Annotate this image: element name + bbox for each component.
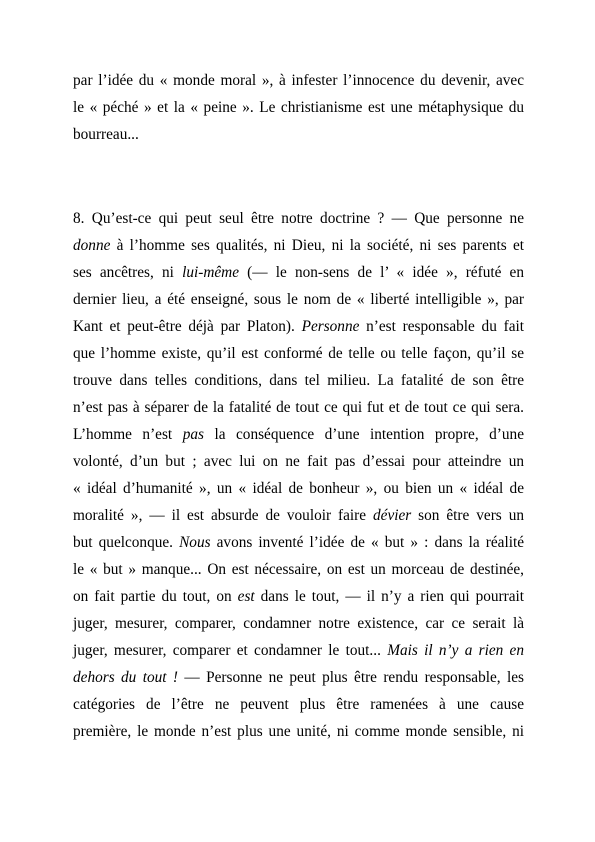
paragraph-1 <box>73 67 524 148</box>
italic-text: Mais il n’y a rien en <box>387 642 524 659</box>
text-line <box>73 718 524 745</box>
text-line <box>73 556 524 583</box>
italic-text: Nous <box>179 534 211 551</box>
text-line <box>73 421 524 448</box>
italic-text: dehors du tout ! <box>73 669 179 686</box>
text-segment: (— le non-sens de l’ « idée », réfuté en <box>239 264 524 281</box>
text-segment: son être vers un <box>411 507 524 524</box>
italic-text: donne <box>73 237 111 254</box>
italic-text: est <box>237 588 255 605</box>
text-segment: ses ancêtres, ni <box>73 264 183 281</box>
text-segment: bourreau... <box>73 126 139 143</box>
text-segment: — Personne ne peut plus être rendu responsable, les <box>178 669 524 686</box>
text-line <box>73 313 524 340</box>
text-line <box>73 637 524 664</box>
text-segment: première, le monde n’est plus une unité, ni comme monde sensible, ni <box>73 723 524 740</box>
text-segment: trouve dans telles conditions, dans tel milieu. La fatalité de son être <box>73 372 524 389</box>
text-line <box>73 286 524 313</box>
text-line <box>73 583 524 610</box>
text-segment: à l’homme ses qualités, ni Dieu, ni la société, ni ses parents et <box>110 237 524 254</box>
text-line <box>73 367 524 394</box>
text-segment: dernier lieu, a été enseigné, sous le nom de « liberté intelligible », par <box>73 291 524 308</box>
text-segment: par l’idée du « monde moral », à infester l’innocence du devenir, avec <box>73 72 524 89</box>
text-segment: on fait partie du tout, on <box>73 588 238 605</box>
text-segment: Kant et peut-être déjà par Platon). <box>73 318 302 335</box>
text-line <box>73 664 524 691</box>
italic-text: dévier <box>373 507 412 524</box>
text-line <box>73 259 524 286</box>
italic-text: lui-même <box>182 264 239 281</box>
text-line <box>73 691 524 718</box>
paragraph-2 <box>73 205 524 745</box>
text-segment: 8. Qu’est-ce qui peut seul être notre doctrine ? — Que personne ne <box>73 210 524 227</box>
text-line <box>73 121 524 148</box>
text-line <box>73 94 524 121</box>
italic-text: Personne <box>301 318 360 335</box>
text-segment: juger, mesurer, comparer, condamner notre existence, car ce serait là <box>73 615 524 632</box>
text-segment: le « péché » et la « peine ». Le christianisme est une métaphysique du <box>73 99 524 116</box>
text-segment: avons inventé l’idée de « but » : dans la réalité <box>210 534 524 551</box>
text-segment: n’est responsable du fait <box>359 318 524 335</box>
text-line <box>73 340 524 367</box>
text-segment: volonté, d’un but ; avec lui on ne fait pas d’essai pour atteindre un <box>73 453 524 470</box>
text-segment: que l’homme existe, qu’il est conformé de telle ou telle façon, qu’il se <box>73 345 524 362</box>
text-segment: dans le tout, — il n’y a rien qui pourrait <box>254 588 525 605</box>
text-line <box>73 205 524 232</box>
italic-text: pas <box>182 426 204 443</box>
text-line <box>73 448 524 475</box>
text-line <box>73 232 524 259</box>
text-segment: but quelconque. <box>73 534 180 551</box>
text-line <box>73 529 524 556</box>
text-segment: juger, mesurer, comparer et condamner le tout... <box>73 642 388 659</box>
text-segment: la conséquence d’une intention propre, d’une <box>203 426 524 443</box>
text-line <box>73 394 524 421</box>
text-line <box>73 475 524 502</box>
text-segment: catégories de l’être ne peuvent plus être ramenées à une cause <box>73 696 524 713</box>
text-segment: moralité », — il est absurde de vouloir faire <box>73 507 373 524</box>
text-line <box>73 610 524 637</box>
text-segment: « idéal d’humanité », un « idéal de bonheur », ou bien un « idéal de <box>73 480 524 497</box>
text-line <box>73 502 524 529</box>
text-segment: le « but » manque... On est nécessaire, on est un morceau de destinée, <box>73 561 524 578</box>
text-segment: n’est pas à séparer de la fatalité de tout ce qui fut et de tout ce qui sera. <box>73 399 524 416</box>
text-line <box>73 67 524 94</box>
text-segment: L’homme n’est <box>73 426 183 443</box>
